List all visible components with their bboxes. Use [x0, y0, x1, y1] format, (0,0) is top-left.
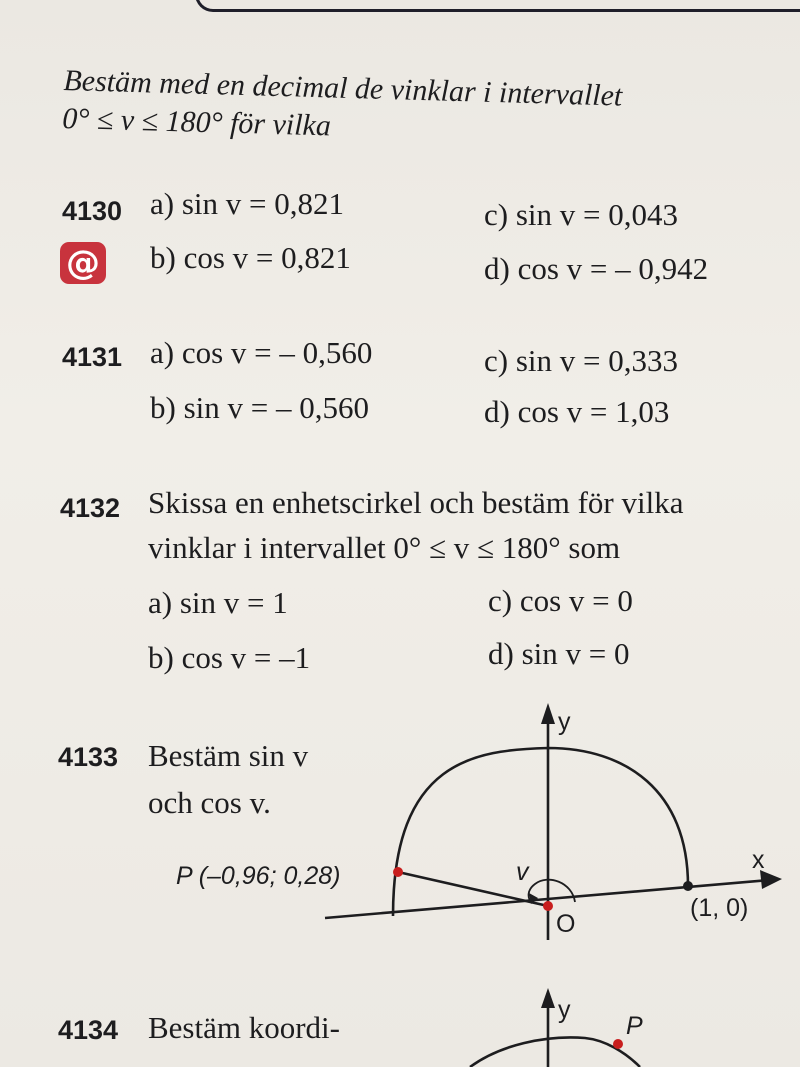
at-badge-icon: @ — [60, 242, 106, 284]
y-axis-label: y — [558, 708, 571, 736]
problem-number-4130: 4130 — [62, 196, 123, 226]
problem-number-4132: 4132 — [60, 493, 121, 523]
unit-point-label: (1, 0) — [690, 894, 749, 922]
problem-4130-b: b) cos v = 0,821 — [150, 240, 351, 275]
problem-4130-c: c) sin v = 0,043 — [484, 197, 678, 232]
problem-4132-line-1: Skissa en enhetscirkel och bestäm för vilka — [148, 485, 684, 520]
problem-4134-text: Bestäm koordi- — [148, 1010, 340, 1045]
problem-4131-d: d) cos v = 1,03 — [484, 394, 670, 429]
problem-4132-c: c) cos v = 0 — [488, 583, 633, 618]
problem-4132-a: a) sin v = 1 — [148, 585, 288, 620]
x-axis-label: x — [752, 846, 765, 874]
point-p-label-4134: P — [626, 1012, 643, 1040]
point-p — [393, 867, 403, 877]
origin-point — [543, 901, 553, 911]
intro-line-2: 0° ≤ v ≤ 180° för vilka — [61, 101, 332, 143]
problem-4131-a: a) cos v = – 0,560 — [150, 335, 373, 370]
problem-4132-line-2: vinklar i intervallet 0° ≤ v ≤ 180° som — [148, 530, 621, 565]
problem-4133-line-2: och cos v. — [148, 785, 271, 820]
y-axis-arrow-icon — [541, 703, 555, 724]
problem-number-4131: 4131 — [62, 342, 123, 372]
problem-4131-b: b) sin v = – 0,560 — [150, 390, 369, 425]
y-axis-arrow-icon-4134 — [541, 988, 555, 1008]
problem-4133-line-1: Bestäm sin v — [148, 738, 309, 773]
y-axis-label-4134: y — [558, 996, 571, 1024]
point-p-4134 — [613, 1039, 623, 1049]
problem-4130-d: d) cos v = – 0,942 — [484, 251, 709, 286]
problem-4132-d: d) sin v = 0 — [488, 636, 630, 671]
intro-line-1: Bestäm med en decimal de vinklar i intervallet — [63, 63, 623, 113]
problem-number-4134: 4134 — [58, 1015, 119, 1045]
point-p-label: P (–0,96; 0,28) — [176, 862, 341, 890]
problem-4131-c: c) sin v = 0,333 — [484, 343, 678, 378]
angle-label: v — [516, 858, 529, 886]
problem-4130-a: a) sin v = 0,821 — [150, 186, 344, 221]
problem-4132-b: b) cos v = –1 — [148, 640, 311, 675]
unit-point — [683, 881, 693, 891]
origin-label: O — [556, 910, 576, 938]
problem-number-4133: 4133 — [58, 742, 119, 772]
